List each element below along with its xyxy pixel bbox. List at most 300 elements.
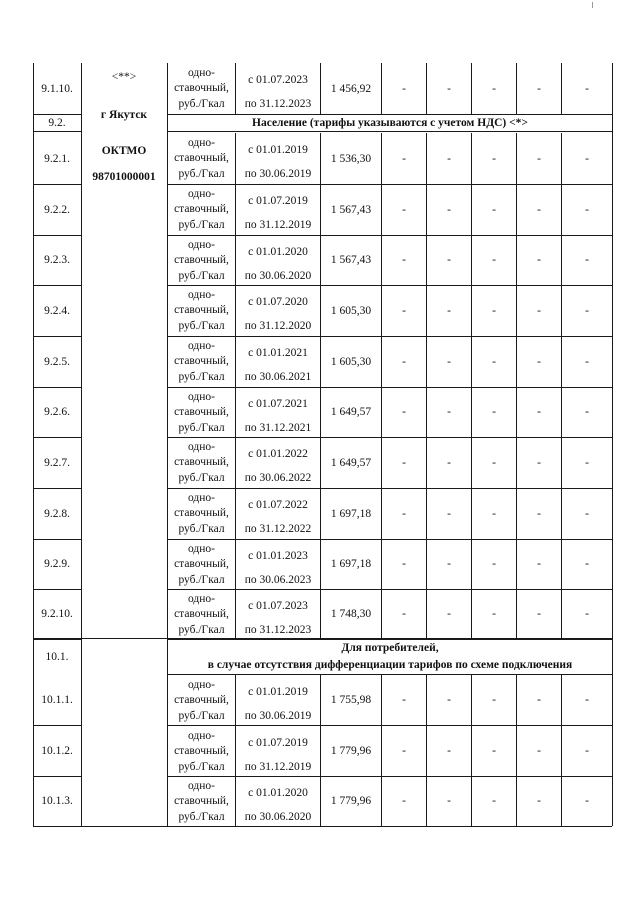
- tariff-value: 1 748,30: [330, 608, 372, 620]
- dash-cell: -: [585, 457, 589, 469]
- period-to: по 31.12.2020: [244, 320, 312, 332]
- row-number: 9.2.4.: [44, 305, 70, 317]
- dash-cell: -: [585, 406, 589, 418]
- period-to: по 31.12.2023: [244, 624, 312, 636]
- dash-cell: -: [537, 204, 541, 216]
- grid-horizontal-line: [33, 131, 81, 132]
- row-number: 9.2.5.: [44, 356, 70, 368]
- tariff-type-line: одно-: [187, 137, 215, 149]
- dash-cell: -: [537, 694, 541, 706]
- org-code-mark: <**>: [111, 71, 137, 83]
- tariff-type-line: ставочный,: [174, 406, 229, 418]
- tariff-type-line: одно-: [187, 593, 215, 605]
- grid-horizontal-line: [167, 776, 612, 777]
- grid-vertical-line: [471, 437, 472, 488]
- tariff-type-line: руб./Гкал: [178, 472, 225, 484]
- dash-cell: -: [537, 457, 541, 469]
- grid-vertical-line: [471, 539, 472, 589]
- grid-horizontal-line: [167, 131, 612, 132]
- dash-cell: -: [447, 406, 451, 418]
- grid-vertical-line: [235, 539, 236, 589]
- dash-cell: -: [585, 204, 589, 216]
- dash-cell: -: [492, 508, 496, 520]
- row-number: 10.1.1.: [41, 694, 73, 706]
- grid-vertical-line: [471, 776, 472, 826]
- period-to: по 30.06.2019: [244, 168, 312, 180]
- row-number: 9.2.7.: [44, 457, 70, 469]
- tariff-type-line: одно-: [187, 391, 215, 403]
- grid-vertical-line: [320, 776, 321, 826]
- period-from: с 01.07.2022: [248, 499, 308, 511]
- period-from: с 01.07.2019: [248, 737, 308, 749]
- tariff-type-line: одно-: [187, 492, 215, 504]
- grid-vertical-line: [561, 539, 562, 589]
- grid-vertical-line: [426, 235, 427, 285]
- grid-vertical-line: [381, 184, 382, 235]
- grid-vertical-line: [516, 387, 517, 437]
- grid-vertical-line: [320, 539, 321, 589]
- grid-vertical-line: [561, 133, 562, 184]
- dash-cell: -: [402, 508, 406, 520]
- grid-horizontal-line: [167, 336, 612, 337]
- grid-vertical-line: [235, 776, 236, 826]
- grid-vertical-line: [561, 336, 562, 387]
- row-number: 9.2.6.: [44, 406, 70, 418]
- tariff-type-line: одно-: [187, 289, 215, 301]
- tariff-type-line: ставочный,: [174, 745, 229, 757]
- dash-cell: -: [402, 795, 406, 807]
- grid-horizontal-line: [167, 674, 612, 675]
- dash-cell: -: [585, 83, 589, 95]
- grid-vertical-line: [561, 235, 562, 285]
- period-from: с 01.01.2023: [248, 550, 308, 562]
- grid-horizontal-line: [33, 184, 81, 185]
- period-from: с 01.01.2020: [248, 246, 308, 258]
- grid-vertical-line: [320, 235, 321, 285]
- dash-cell: -: [537, 83, 541, 95]
- grid-vertical-line: [381, 675, 382, 725]
- grid-vertical-line: [426, 336, 427, 387]
- tariff-type-line: одно-: [187, 441, 215, 453]
- grid-vertical-line: [33, 63, 34, 826]
- grid-horizontal-line: [33, 639, 81, 640]
- tariff-type-line: руб./Гкал: [178, 270, 225, 282]
- tariff-type-line: ставочный,: [174, 355, 229, 367]
- grid-horizontal-line: [167, 589, 612, 590]
- dash-cell: -: [447, 508, 451, 520]
- section-title: Для потребителей,: [341, 642, 439, 654]
- grid-vertical-line: [516, 336, 517, 387]
- period-to: по 30.06.2020: [244, 270, 312, 282]
- grid-vertical-line: [381, 235, 382, 285]
- grid-vertical-line: [320, 387, 321, 437]
- grid-horizontal-line: [167, 639, 612, 640]
- tariff-type-line: ставочный,: [174, 254, 229, 266]
- grid-vertical-line: [381, 285, 382, 336]
- grid-vertical-line: [381, 133, 382, 184]
- grid-vertical-line: [561, 387, 562, 437]
- grid-vertical-line: [561, 488, 562, 539]
- dash-cell: -: [447, 305, 451, 317]
- grid-vertical-line: [426, 589, 427, 639]
- grid-vertical-line: [561, 285, 562, 336]
- grid-vertical-line: [426, 437, 427, 488]
- grid-horizontal-line: [167, 725, 612, 726]
- tariff-value: 1 605,30: [330, 356, 372, 368]
- row-number: 9.2.3.: [44, 254, 70, 266]
- dash-cell: -: [402, 305, 406, 317]
- grid-vertical-line: [235, 235, 236, 285]
- dash-cell: -: [402, 745, 406, 757]
- dash-cell: -: [402, 356, 406, 368]
- dash-cell: -: [492, 356, 496, 368]
- grid-vertical-line: [235, 488, 236, 539]
- period-from: с 01.01.2019: [248, 144, 308, 156]
- dash-cell: -: [447, 694, 451, 706]
- dash-cell: -: [402, 694, 406, 706]
- tariff-type-line: руб./Гкал: [178, 98, 225, 110]
- tariff-type-line: одно-: [187, 780, 215, 792]
- tariff-type-line: руб./Гкал: [178, 219, 225, 231]
- grid-vertical-line: [426, 63, 427, 114]
- dash-cell: -: [447, 795, 451, 807]
- period-to: по 31.12.2019: [244, 761, 312, 773]
- grid-vertical-line: [320, 63, 321, 114]
- dash-cell: -: [447, 153, 451, 165]
- dash-cell: -: [537, 153, 541, 165]
- tariff-type-line: одно-: [187, 340, 215, 352]
- period-from: с 01.07.2021: [248, 398, 308, 410]
- grid-horizontal-line: [167, 488, 612, 489]
- dash-cell: -: [447, 254, 451, 266]
- dash-cell: -: [585, 694, 589, 706]
- tariff-type-line: руб./Гкал: [178, 320, 225, 332]
- grid-vertical-line: [516, 133, 517, 184]
- grid-vertical-line: [235, 675, 236, 725]
- grid-vertical-line: [516, 776, 517, 826]
- page-corner-mark: [592, 2, 593, 8]
- grid-vertical-line: [516, 539, 517, 589]
- tariff-type-line: руб./Гкал: [178, 422, 225, 434]
- dash-cell: -: [585, 795, 589, 807]
- period-from: с 01.01.2022: [248, 448, 308, 460]
- tariff-value: 1 697,18: [330, 558, 372, 570]
- dash-cell: -: [492, 83, 496, 95]
- dash-cell: -: [492, 694, 496, 706]
- row-number: 10.1.3.: [41, 795, 73, 807]
- tariff-type-line: руб./Гкал: [178, 710, 225, 722]
- dash-cell: -: [447, 608, 451, 620]
- dash-cell: -: [537, 608, 541, 620]
- grid-vertical-line: [381, 387, 382, 437]
- grid-vertical-line: [516, 726, 517, 776]
- period-from: с 01.01.2021: [248, 347, 308, 359]
- grid-vertical-line: [471, 589, 472, 639]
- period-from: с 01.07.2019: [248, 195, 308, 207]
- grid-vertical-line: [320, 285, 321, 336]
- grid-vertical-line: [612, 63, 613, 826]
- dash-cell: -: [447, 457, 451, 469]
- tariff-value: 1 567,43: [330, 204, 372, 216]
- period-to: по 30.06.2020: [244, 811, 312, 823]
- tariff-type-line: ставочный,: [174, 304, 229, 316]
- dash-cell: -: [492, 254, 496, 266]
- tariff-type-line: одно-: [187, 188, 215, 200]
- grid-vertical-line: [235, 285, 236, 336]
- grid-vertical-line: [471, 675, 472, 725]
- row-number: 9.2.9.: [44, 558, 70, 570]
- oktmo-label: ОКТМО: [101, 145, 147, 157]
- grid-vertical-line: [561, 776, 562, 826]
- grid-vertical-line: [167, 63, 168, 826]
- dash-cell: -: [492, 406, 496, 418]
- tariff-type-line: ставочный,: [174, 694, 229, 706]
- grid-vertical-line: [381, 488, 382, 539]
- grid-horizontal-line: [167, 437, 612, 438]
- grid-vertical-line: [381, 63, 382, 114]
- grid-horizontal-line: [33, 387, 81, 388]
- grid-vertical-line: [516, 488, 517, 539]
- dash-cell: -: [447, 204, 451, 216]
- dash-cell: -: [492, 204, 496, 216]
- grid-vertical-line: [320, 133, 321, 184]
- grid-vertical-line: [471, 387, 472, 437]
- period-from: с 01.01.2019: [248, 686, 308, 698]
- tariff-type-line: руб./Гкал: [178, 168, 225, 180]
- dash-cell: -: [537, 305, 541, 317]
- tariff-type-line: ставочный,: [174, 203, 229, 215]
- tariff-value: 1 456,92: [330, 83, 372, 95]
- tariff-type-line: ставочный,: [174, 82, 229, 94]
- period-from: с 01.01.2020: [248, 787, 308, 799]
- dash-cell: -: [585, 356, 589, 368]
- grid-vertical-line: [235, 336, 236, 387]
- tariff-type-line: одно-: [187, 543, 215, 555]
- tariff-value: 1 649,57: [330, 406, 372, 418]
- grid-vertical-line: [561, 675, 562, 725]
- grid-vertical-line: [381, 589, 382, 639]
- dash-cell: -: [447, 83, 451, 95]
- grid-vertical-line: [235, 184, 236, 235]
- grid-vertical-line: [320, 488, 321, 539]
- dash-cell: -: [585, 305, 589, 317]
- grid-horizontal-line: [167, 539, 612, 540]
- grid-vertical-line: [426, 488, 427, 539]
- grid-vertical-line: [516, 437, 517, 488]
- dash-cell: -: [537, 795, 541, 807]
- dash-cell: -: [402, 406, 406, 418]
- grid-vertical-line: [516, 235, 517, 285]
- grid-vertical-line: [426, 675, 427, 725]
- grid-vertical-line: [320, 589, 321, 639]
- section-title: Население (тарифы указываются с учетом НДС) <*>: [252, 117, 528, 129]
- grid-horizontal-line: [33, 235, 81, 236]
- grid-horizontal-line: [33, 539, 81, 540]
- grid-vertical-line: [561, 63, 562, 114]
- dash-cell: -: [402, 558, 406, 570]
- row-number: 9.1.10.: [41, 83, 73, 95]
- oktmo-code: 98701000001: [92, 171, 156, 183]
- row-number: 9.2.1.: [44, 153, 70, 165]
- dash-cell: -: [537, 254, 541, 266]
- tariff-value: 1 536,30: [330, 153, 372, 165]
- grid-vertical-line: [426, 184, 427, 235]
- tariff-value: 1 779,96: [330, 745, 372, 757]
- grid-horizontal-line: [33, 488, 81, 489]
- grid-vertical-line: [81, 63, 82, 826]
- grid-vertical-line: [471, 63, 472, 114]
- dash-cell: -: [585, 254, 589, 266]
- grid-horizontal-line: [167, 387, 612, 388]
- grid-horizontal-line: [33, 114, 81, 115]
- grid-vertical-line: [516, 285, 517, 336]
- grid-vertical-line: [471, 235, 472, 285]
- tariff-value: 1 605,30: [330, 305, 372, 317]
- dash-cell: -: [585, 745, 589, 757]
- tariff-type-line: ставочный,: [174, 507, 229, 519]
- grid-vertical-line: [561, 437, 562, 488]
- tariff-type-line: одно-: [187, 730, 215, 742]
- grid-vertical-line: [471, 133, 472, 184]
- grid-vertical-line: [471, 336, 472, 387]
- row-number: 9.2.10.: [41, 608, 73, 620]
- grid-vertical-line: [471, 184, 472, 235]
- period-to: по 31.12.2022: [244, 523, 312, 535]
- grid-vertical-line: [320, 184, 321, 235]
- dash-cell: -: [447, 356, 451, 368]
- grid-vertical-line: [426, 387, 427, 437]
- grid-vertical-line: [561, 589, 562, 639]
- dash-cell: -: [537, 558, 541, 570]
- tariff-value: 1 779,96: [330, 795, 372, 807]
- tariff-type-line: руб./Гкал: [178, 761, 225, 773]
- tariff-type-line: ставочный,: [174, 152, 229, 164]
- grid-vertical-line: [381, 726, 382, 776]
- grid-vertical-line: [471, 285, 472, 336]
- grid-vertical-line: [235, 726, 236, 776]
- tariff-type-line: одно-: [187, 67, 215, 79]
- grid-vertical-line: [320, 437, 321, 488]
- dash-cell: -: [492, 153, 496, 165]
- grid-horizontal-line: [167, 184, 612, 185]
- row-number: 9.2.8.: [44, 508, 70, 520]
- grid-vertical-line: [426, 539, 427, 589]
- tariff-type-line: ставочный,: [174, 456, 229, 468]
- org-city: г Якутск: [100, 109, 148, 121]
- grid-vertical-line: [381, 776, 382, 826]
- dash-cell: -: [492, 457, 496, 469]
- dash-cell: -: [537, 406, 541, 418]
- grid-horizontal-line: [167, 235, 612, 236]
- tariff-type-line: ставочный,: [174, 608, 229, 620]
- grid-horizontal-line: [33, 776, 81, 777]
- period-to: по 30.06.2022: [244, 472, 312, 484]
- dash-cell: -: [402, 254, 406, 266]
- tariff-type-line: руб./Гкал: [178, 574, 225, 586]
- dash-cell: -: [447, 745, 451, 757]
- grid-horizontal-line: [33, 285, 81, 286]
- dash-cell: -: [537, 508, 541, 520]
- dash-cell: -: [492, 608, 496, 620]
- grid-vertical-line: [426, 133, 427, 184]
- period-to: по 31.12.2019: [244, 219, 312, 231]
- tariff-type-line: одно-: [187, 239, 215, 251]
- grid-vertical-line: [516, 184, 517, 235]
- grid-horizontal-line: [33, 725, 81, 726]
- grid-vertical-line: [426, 726, 427, 776]
- grid-horizontal-line: [33, 638, 612, 639]
- dash-cell: -: [492, 795, 496, 807]
- dash-cell: -: [492, 305, 496, 317]
- period-from: с 01.07.2023: [248, 600, 308, 612]
- tariff-value: 1 697,18: [330, 508, 372, 520]
- tariff-value: 1 567,43: [330, 254, 372, 266]
- dash-cell: -: [447, 558, 451, 570]
- dash-cell: -: [537, 745, 541, 757]
- dash-cell: -: [585, 153, 589, 165]
- grid-horizontal-line: [167, 114, 612, 115]
- row-number: 10.1.2.: [41, 745, 73, 757]
- grid-vertical-line: [381, 437, 382, 488]
- period-from: с 01.07.2023: [248, 74, 308, 86]
- grid-vertical-line: [320, 675, 321, 725]
- dash-cell: -: [585, 608, 589, 620]
- grid-vertical-line: [381, 539, 382, 589]
- dash-cell: -: [402, 608, 406, 620]
- grid-horizontal-line: [33, 437, 81, 438]
- tariff-type-line: ставочный,: [174, 558, 229, 570]
- row-number: 9.2.2.: [44, 204, 70, 216]
- tariff-type-line: руб./Гкал: [178, 624, 225, 636]
- dash-cell: -: [402, 83, 406, 95]
- tariff-value: 1 755,98: [330, 694, 372, 706]
- grid-vertical-line: [426, 285, 427, 336]
- dash-cell: -: [585, 508, 589, 520]
- dash-cell: -: [402, 204, 406, 216]
- grid-vertical-line: [561, 726, 562, 776]
- grid-horizontal-line: [33, 589, 81, 590]
- dash-cell: -: [492, 558, 496, 570]
- grid-horizontal-line: [33, 336, 81, 337]
- section-number: 10.1.: [45, 651, 69, 663]
- grid-vertical-line: [235, 63, 236, 114]
- grid-vertical-line: [235, 387, 236, 437]
- period-to: по 30.06.2019: [244, 710, 312, 722]
- tariff-type-line: руб./Гкал: [178, 371, 225, 383]
- grid-vertical-line: [516, 675, 517, 725]
- grid-vertical-line: [561, 184, 562, 235]
- grid-horizontal-line: [167, 285, 612, 286]
- grid-vertical-line: [235, 133, 236, 184]
- dash-cell: -: [585, 558, 589, 570]
- grid-vertical-line: [381, 336, 382, 387]
- tariff-type-line: руб./Гкал: [178, 811, 225, 823]
- grid-vertical-line: [320, 726, 321, 776]
- grid-vertical-line: [516, 63, 517, 114]
- tariff-type-line: ставочный,: [174, 795, 229, 807]
- dash-cell: -: [402, 153, 406, 165]
- period-to: по 30.06.2023: [244, 574, 312, 586]
- grid-vertical-line: [516, 589, 517, 639]
- grid-vertical-line: [471, 488, 472, 539]
- grid-vertical-line: [235, 437, 236, 488]
- period-to: по 31.12.2023: [244, 98, 312, 110]
- grid-vertical-line: [471, 726, 472, 776]
- grid-horizontal-line: [33, 826, 612, 827]
- tariff-type-line: руб./Гкал: [178, 523, 225, 535]
- dash-cell: -: [492, 745, 496, 757]
- tariff-type-line: одно-: [187, 679, 215, 691]
